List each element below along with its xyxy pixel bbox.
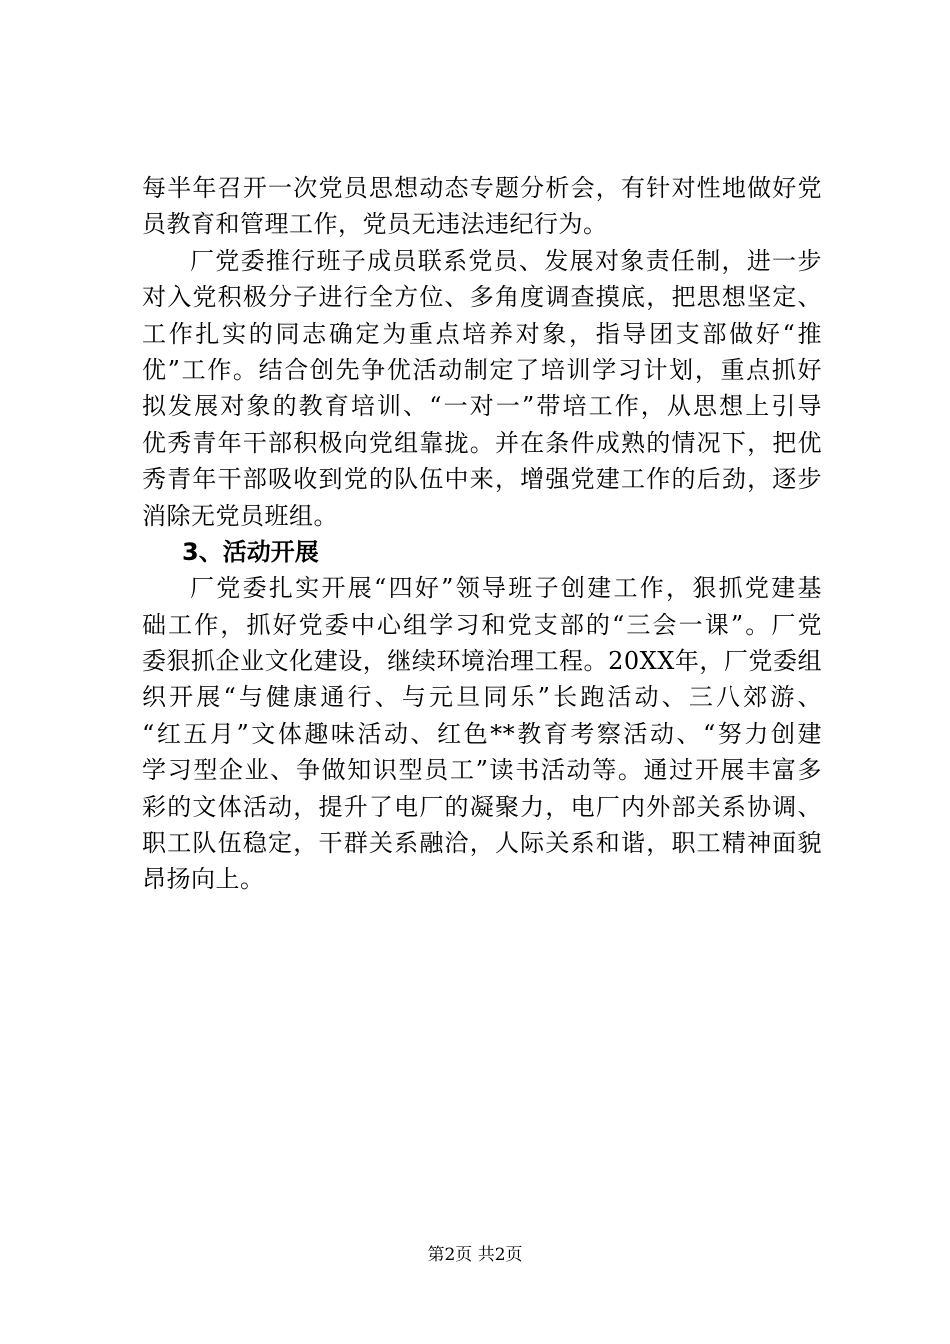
page-footer: 第2页 共2页 (427, 1245, 523, 1265)
document-body (142, 170, 822, 898)
paragraph-line: 织开展“与健康通行、与元旦同乐”长跑活动、三八郊游、 (142, 683, 822, 712)
paragraph-line: 厂党委扎实开展“四好”领导班子创建工作，狠抓党建基 (190, 574, 822, 603)
paragraph-line: 秀青年干部吸收到党的队伍中来，增强党建工作的后劲，逐步 (142, 465, 822, 494)
paragraph-line: 础工作，抓好党委中心组学习和党支部的“三会一课”。厂党 (142, 610, 822, 639)
paragraph-line: 昂扬向上。 (142, 865, 265, 894)
paragraph-line: 消除无党员班组。 (142, 501, 338, 530)
paragraph-line: 工作扎实的同志确定为重点培养对象，指导团支部做好“推 (142, 319, 822, 348)
paragraph-line: 优”工作。结合创先争优活动制定了培训学习计划，重点抓好 (142, 355, 822, 384)
paragraph-line: 对入党积极分子进行全方位、多角度调查摸底，把思想坚定、 (142, 283, 822, 312)
section-heading: 3、活动开展 (182, 537, 319, 566)
paragraph-line: 彩的文体活动，提升了电厂的凝聚力，电厂内外部关系协调、 (142, 792, 822, 821)
paragraph-line: 优秀青年干部积极向党组靠拢。并在条件成熟的情况下，把优 (142, 428, 822, 457)
paragraph-line: 职工队伍稳定，干群关系融洽，人际关系和谐，职工精神面貌 (142, 829, 822, 858)
paragraph-line: 每半年召开一次党员思想动态专题分析会，有针对性地做好党 (142, 174, 822, 202)
paragraph-line: 员教育和管理工作，党员无违法违纪行为。 (142, 210, 608, 239)
paragraph-line: 学习型企业、争做知识型员工”读书活动等。通过开展丰富多 (142, 756, 822, 785)
paragraph-line: 拟发展对象的教育培训、“一对一”带培工作，从思想上引导 (142, 392, 822, 421)
paragraph-line: 厂党委推行班子成员联系党员、发展对象责任制，进一步 (190, 246, 822, 275)
paragraph-line: 委狠抓企业文化建设，继续环境治理工程。20XX年，厂党委组 (142, 647, 822, 676)
paragraph-line: “红五月”文体趣味活动、红色**教育考察活动、“努力创建 (142, 719, 822, 748)
